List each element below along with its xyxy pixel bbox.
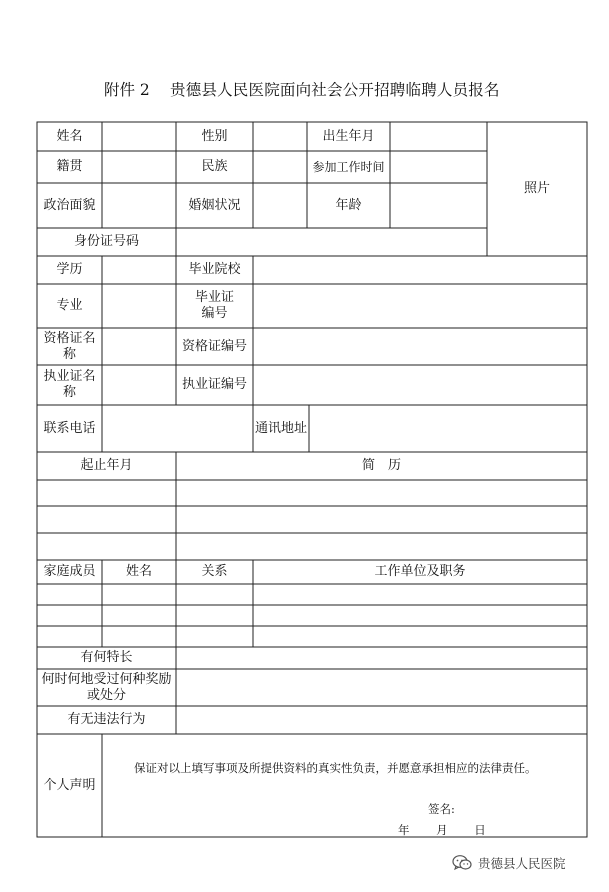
label-political-status: 政治面貌 bbox=[43, 197, 96, 213]
field-marital-status[interactable] bbox=[253, 183, 307, 228]
field-id-number[interactable] bbox=[176, 228, 487, 256]
field-major[interactable] bbox=[102, 284, 176, 328]
field-birth[interactable] bbox=[390, 122, 487, 151]
label-id-number: 身份证号码 bbox=[73, 234, 139, 249]
label-gender: 性别 bbox=[201, 128, 228, 144]
label-specialty: 有何特长 bbox=[80, 650, 133, 665]
label-education: 学历 bbox=[56, 262, 83, 277]
label-declaration: 个人声明 bbox=[43, 777, 96, 793]
label-age: 年龄 bbox=[335, 197, 362, 213]
label-employer-position: 工作单位及职务 bbox=[374, 564, 466, 579]
wechat-icon bbox=[452, 855, 472, 871]
family-member-1[interactable] bbox=[37, 584, 102, 605]
label-marital-status: 婚姻状况 bbox=[188, 197, 241, 213]
field-work-start[interactable] bbox=[390, 151, 487, 183]
field-ethnicity[interactable] bbox=[253, 151, 307, 183]
family-relation-2[interactable] bbox=[176, 605, 253, 626]
label-birth: 出生年月 bbox=[322, 128, 375, 144]
label-name: 姓名 bbox=[56, 128, 83, 144]
field-specialty[interactable] bbox=[176, 647, 587, 669]
label-awards: 何时何地受过何种奖励或处分 bbox=[41, 671, 172, 703]
family-name-2[interactable] bbox=[102, 605, 176, 626]
field-education[interactable] bbox=[102, 256, 176, 284]
label-native-place: 籍贯 bbox=[56, 159, 83, 174]
field-qualification-name[interactable] bbox=[102, 328, 176, 365]
family-member-2[interactable] bbox=[37, 605, 102, 626]
family-name-1[interactable] bbox=[102, 584, 176, 605]
field-school[interactable] bbox=[253, 256, 587, 284]
watermark-text: 贵德县人民医院 bbox=[478, 856, 566, 871]
field-address[interactable] bbox=[309, 405, 587, 452]
label-period: 起止年月 bbox=[80, 458, 133, 473]
label-violations: 有无违法行为 bbox=[67, 712, 146, 727]
label-major: 专业 bbox=[56, 298, 83, 313]
family-relation-1[interactable] bbox=[176, 584, 253, 605]
field-phone[interactable] bbox=[102, 405, 253, 452]
label-qualification-name: 资格证名称 bbox=[43, 330, 96, 362]
field-gender[interactable] bbox=[253, 122, 307, 151]
label-school: 毕业院校 bbox=[188, 262, 241, 277]
family-employer-3[interactable] bbox=[253, 626, 587, 647]
date-line: 年 月 日 bbox=[398, 823, 486, 837]
field-name[interactable] bbox=[102, 122, 176, 151]
label-family-member: 家庭成员 bbox=[43, 564, 96, 579]
field-political-status[interactable] bbox=[102, 183, 176, 228]
label-license-no: 执业证编号 bbox=[181, 377, 247, 392]
field-license-name[interactable] bbox=[102, 365, 176, 405]
family-member-3[interactable] bbox=[37, 626, 102, 647]
signature-label: 签名: bbox=[428, 802, 455, 816]
family-name-3[interactable] bbox=[102, 626, 176, 647]
label-diploma-no: 毕业证编号 bbox=[194, 290, 234, 321]
label-work-start: 参加工作时间 bbox=[312, 160, 385, 174]
label-license-name: 执业证名称 bbox=[43, 369, 96, 400]
label-address: 通讯地址 bbox=[254, 420, 307, 436]
resume-entry-1[interactable] bbox=[176, 480, 587, 506]
resume-entry-2[interactable] bbox=[176, 506, 587, 533]
field-qualification-no[interactable] bbox=[253, 328, 587, 365]
label-photo[interactable]: 照片 bbox=[523, 181, 550, 196]
watermark bbox=[452, 854, 566, 872]
resume-period-2[interactable] bbox=[37, 506, 176, 533]
resume-entry-3[interactable] bbox=[176, 533, 587, 560]
declaration-text: 保证对以上填写事项及所提供资料的真实性负责，并愿意承担相应的法律责任。 bbox=[134, 761, 537, 775]
field-awards[interactable] bbox=[176, 669, 587, 706]
form-title-text: 贵德县人民医院面向社会公开招聘临聘人员报名 bbox=[170, 81, 500, 99]
field-license-no[interactable] bbox=[253, 365, 587, 405]
label-qualification-no: 资格证编号 bbox=[181, 338, 247, 354]
label-resume: 简 历 bbox=[361, 458, 401, 473]
family-employer-2[interactable] bbox=[253, 605, 587, 626]
attachment-number: 附件 2 bbox=[104, 81, 150, 99]
family-relation-3[interactable] bbox=[176, 626, 253, 647]
label-family-name: 姓名 bbox=[125, 564, 152, 579]
resume-period-1[interactable] bbox=[37, 480, 176, 506]
label-ethnicity: 民族 bbox=[201, 159, 228, 174]
family-employer-1[interactable] bbox=[253, 584, 587, 605]
resume-period-3[interactable] bbox=[37, 533, 176, 560]
label-relation: 关系 bbox=[201, 564, 228, 579]
field-diploma-no[interactable] bbox=[253, 284, 587, 328]
field-age[interactable] bbox=[390, 183, 487, 228]
field-violations[interactable] bbox=[176, 706, 587, 734]
label-phone: 联系电话 bbox=[43, 420, 96, 436]
field-native-place[interactable] bbox=[102, 151, 176, 183]
